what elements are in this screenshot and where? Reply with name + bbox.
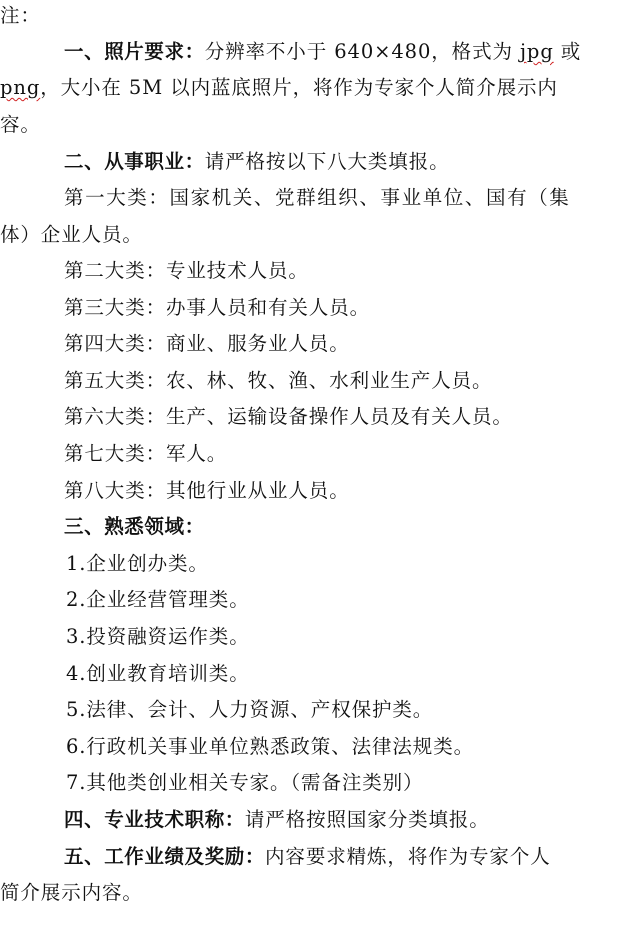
- category-4: 第四大类：商业、服务业人员。: [64, 332, 350, 355]
- category-5: 第五大类：农、林、牧、渔、水利业生产人员。: [64, 369, 493, 392]
- photo-text-3: ，大小在 5M 以内蓝底照片，将作为专家个人简介展示内: [40, 76, 558, 99]
- category-7: 第七大类：军人。: [64, 442, 228, 465]
- occupation-heading: 二、从事职业：: [64, 150, 205, 173]
- category-8: 第八大类：其他行业从业人员。: [64, 479, 350, 502]
- fields-heading: 三、熟悉领域：: [64, 515, 205, 538]
- list-item: 1.企业创办类。: [66, 552, 209, 575]
- occupation-heading-line: [64, 148, 633, 176]
- png-word: png: [0, 76, 41, 99]
- photo-text-1: 分辨率不小于 640×480，格式为: [204, 40, 520, 63]
- photo-requirement-line-1: [64, 38, 633, 66]
- achievements-line-1: [64, 843, 633, 871]
- list-item: 5.法律、会计、人力资源、产权保护类。: [66, 698, 434, 721]
- category-2: 第二大类：专业技术人员。: [64, 259, 309, 282]
- jpg-word: jpg: [519, 40, 554, 63]
- list-item: 6.行政机关事业单位熟悉政策、法律法规类。: [66, 735, 475, 758]
- photo-text-2: 或: [553, 40, 582, 63]
- achievements-text-1: 内容要求精炼，将作为专家个人: [265, 845, 551, 868]
- achievements-heading: 五、工作业绩及奖励：: [64, 845, 266, 868]
- note-label: 注：: [0, 4, 41, 27]
- list-item: 2.企业经营管理类。: [66, 588, 250, 611]
- title-text: 请严格按照国家分类填报。: [244, 808, 490, 831]
- list-item: 7.其他类创业相关专家。（需备注类别）: [66, 771, 424, 794]
- photo-requirement-line-3: 容。: [0, 113, 41, 136]
- category-6: 第六大类：生产、运输设备操作人员及有关人员。: [64, 405, 513, 428]
- photo-heading: 一、照片要求：: [64, 40, 205, 63]
- achievements-line-2: 简介展示内容。: [0, 881, 143, 904]
- category-1-line-2: 体）企业人员。: [0, 223, 143, 246]
- list-item: 4.创业教育培训类。: [66, 662, 250, 685]
- category-1-line-1: 第一大类：国家机关、党群组织、事业单位、国有（集: [64, 186, 571, 209]
- photo-requirement-line-2: [0, 74, 633, 102]
- title-line: [64, 806, 633, 834]
- category-3: 第三大类：办事人员和有关人员。: [64, 296, 371, 319]
- fields-heading-line: [64, 513, 633, 541]
- occupation-intro: 请严格按以下八大类填报。: [204, 150, 450, 173]
- list-item: 3.投资融资运作类。: [66, 625, 250, 648]
- title-heading: 四、专业技术职称：: [64, 808, 245, 831]
